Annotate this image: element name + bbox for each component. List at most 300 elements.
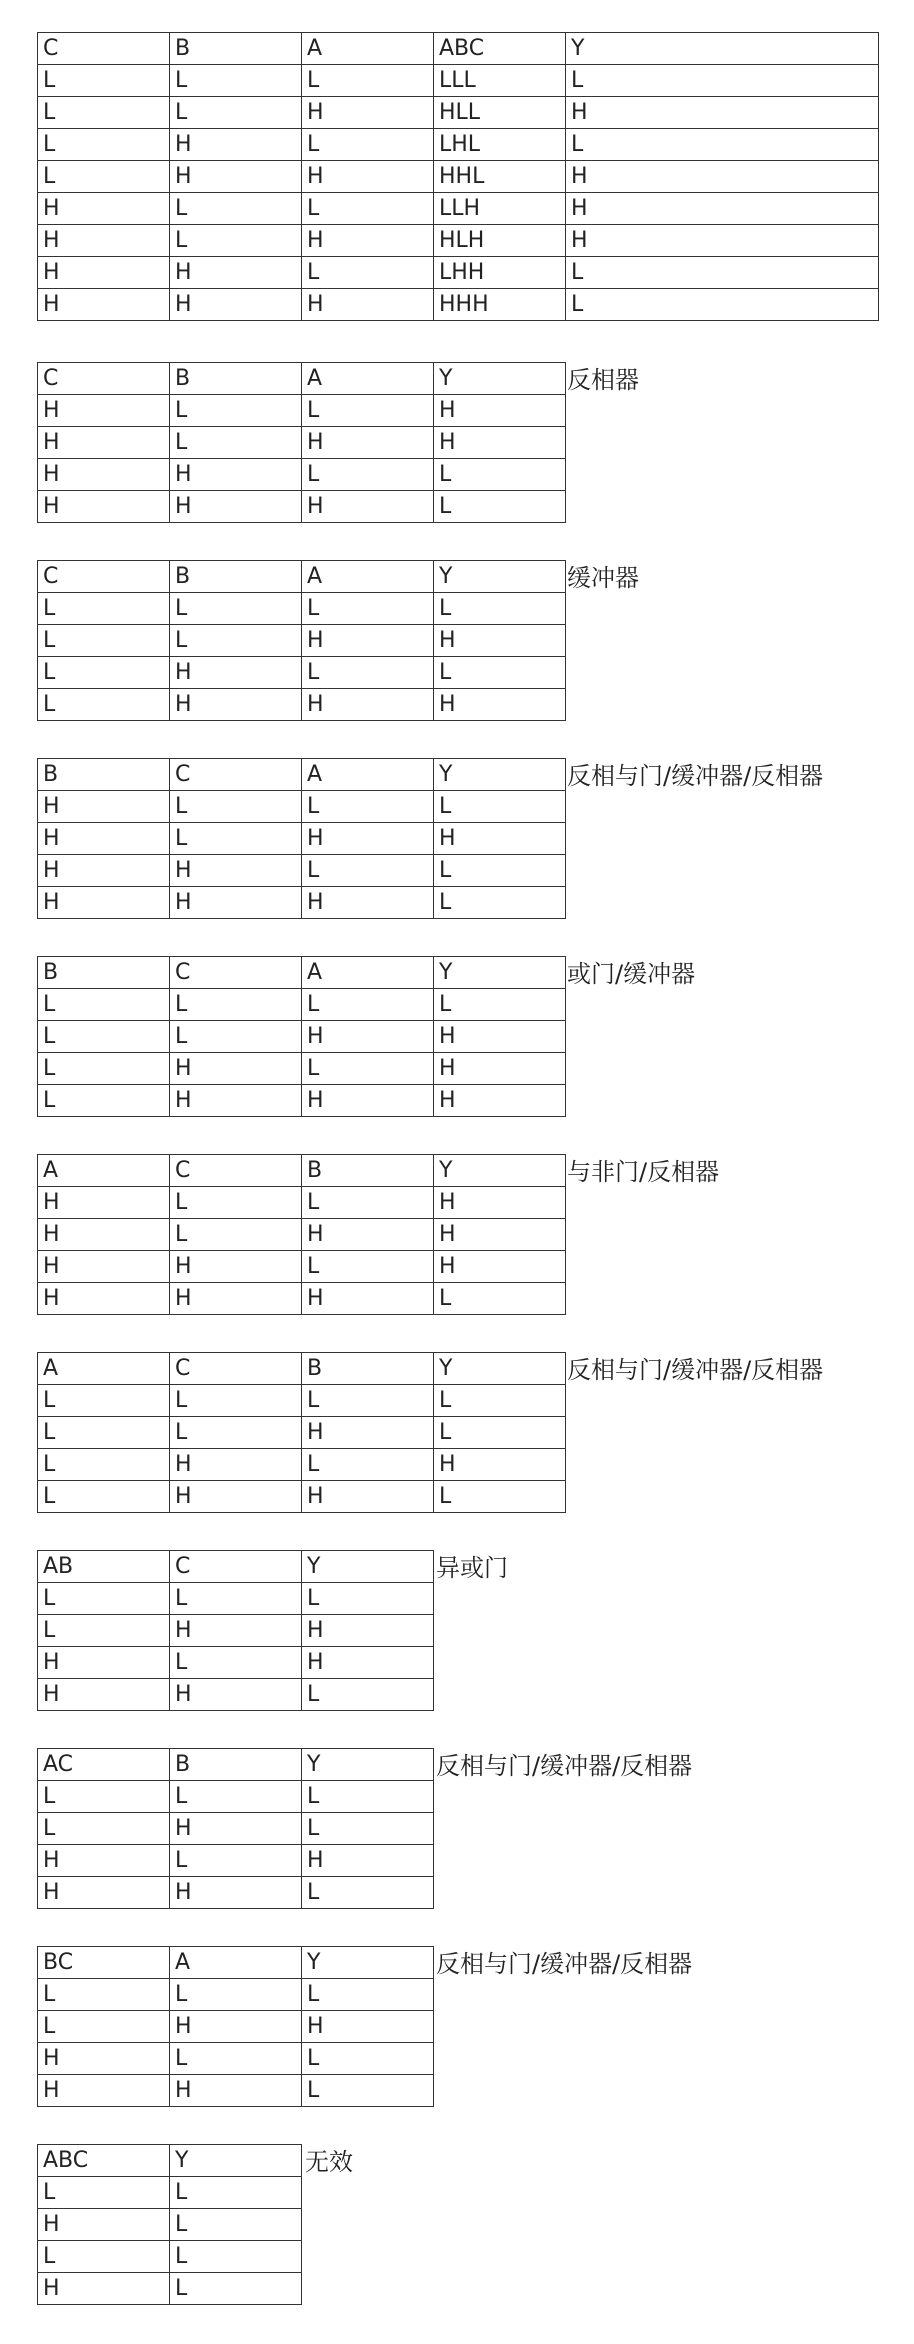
table-header-row (38, 957, 566, 989)
table-cell: L (302, 1251, 434, 1283)
table-cell: L (434, 855, 566, 887)
table-row (38, 2011, 434, 2043)
table-row (38, 1979, 434, 2011)
table-annotation: 反相与门/缓冲器/反相器 (436, 1950, 693, 1978)
table-cell: L (302, 193, 434, 225)
table-cell: L (38, 1385, 170, 1417)
header-cell: Y (434, 1155, 566, 1187)
table-cell: L (302, 855, 434, 887)
truth-table-4 (37, 956, 566, 1117)
table-row (38, 2273, 302, 2305)
table-cell: L (302, 1053, 434, 1085)
header-cell: C (170, 957, 302, 989)
table-row (38, 791, 566, 823)
table-cell: H (38, 1219, 170, 1251)
table-cell: L (170, 2043, 302, 2075)
table-annotation: 反相与门/缓冲器/反相器 (567, 762, 824, 790)
table-cell: H (38, 1283, 170, 1315)
table-cell: H (302, 161, 434, 193)
table-cell: HHH (434, 289, 566, 321)
table-cell: HHL (434, 161, 566, 193)
table-header-row (38, 1353, 566, 1385)
table-grid (37, 560, 566, 721)
table-row (38, 65, 879, 97)
truth-table-10 (37, 2144, 302, 2305)
table-cell: H (38, 823, 170, 855)
table-cell: H (434, 427, 566, 459)
table-cell: L (38, 129, 170, 161)
table-row (38, 989, 566, 1021)
table-row (38, 2043, 434, 2075)
table-cell: L (170, 193, 302, 225)
table-cell: L (38, 1417, 170, 1449)
header-cell: B (170, 1749, 302, 1781)
table-cell: H (566, 225, 879, 257)
truth-table-8 (37, 1748, 434, 1909)
table-cell: HLH (434, 225, 566, 257)
table-cell: L (302, 1187, 434, 1219)
table-cell: L (302, 1781, 434, 1813)
header-cell: C (38, 561, 170, 593)
table-cell: H (302, 887, 434, 919)
table-cell: H (302, 689, 434, 721)
table-row (38, 1085, 566, 1117)
table-cell: L (38, 1583, 170, 1615)
header-cell: Y (434, 957, 566, 989)
table-row (38, 689, 566, 721)
table-header-row (38, 561, 566, 593)
header-cell: A (302, 957, 434, 989)
table-cell: L (434, 491, 566, 523)
truth-table-2 (37, 560, 566, 721)
table-cell: L (566, 289, 879, 321)
table-cell: L (302, 2043, 434, 2075)
table-cell: L (38, 161, 170, 193)
table-cell: L (38, 625, 170, 657)
table-row (38, 887, 566, 919)
table-header-row (38, 363, 566, 395)
table-cell: H (170, 161, 302, 193)
header-cell: Y (170, 2145, 302, 2177)
table-cell: L (434, 1283, 566, 1315)
table-cell: L (38, 1781, 170, 1813)
table-cell: H (170, 1085, 302, 1117)
table-cell: H (302, 1085, 434, 1117)
table-cell: H (38, 1679, 170, 1711)
header-cell: Y (302, 1749, 434, 1781)
header-cell: Y (434, 1353, 566, 1385)
table-cell: H (38, 855, 170, 887)
table-cell: H (434, 1021, 566, 1053)
table-cell: L (170, 427, 302, 459)
header-cell: A (38, 1353, 170, 1385)
table-cell: L (170, 791, 302, 823)
table-cell: H (302, 1021, 434, 1053)
table-cell: LLH (434, 193, 566, 225)
table-cell: H (170, 289, 302, 321)
table-cell: L (434, 657, 566, 689)
header-cell: C (170, 759, 302, 791)
header-cell: A (38, 1155, 170, 1187)
header-cell: A (170, 1947, 302, 1979)
table-cell: L (38, 65, 170, 97)
table-cell: L (38, 1053, 170, 1085)
header-cell: B (38, 759, 170, 791)
header-cell: C (170, 1353, 302, 1385)
table-cell: L (302, 1813, 434, 1845)
table-row (38, 1813, 434, 1845)
table-cell: H (170, 1877, 302, 1909)
table-row (38, 491, 566, 523)
table-cell: H (38, 2273, 170, 2305)
header-cell: AC (38, 1749, 170, 1781)
table-cell: H (170, 887, 302, 919)
table-cell: H (170, 257, 302, 289)
table-cell: L (38, 1979, 170, 2011)
header-cell: BC (38, 1947, 170, 1979)
table-row (38, 427, 566, 459)
table-cell: L (38, 989, 170, 1021)
table-grid (37, 2144, 302, 2305)
truth-table-5 (37, 1154, 566, 1315)
table-cell: H (170, 855, 302, 887)
table-header-row (38, 33, 879, 65)
header-cell: Y (434, 561, 566, 593)
table-cell: L (170, 2177, 302, 2209)
table-cell: H (566, 161, 879, 193)
header-cell: C (170, 1155, 302, 1187)
header-cell: C (38, 363, 170, 395)
table-cell: H (170, 1283, 302, 1315)
table-cell: L (302, 593, 434, 625)
header-cell: ABC (38, 2145, 170, 2177)
table-cell: H (302, 2011, 434, 2043)
table-cell: H (302, 225, 434, 257)
header-cell: AB (38, 1551, 170, 1583)
table-cell: H (302, 1219, 434, 1251)
table-row (38, 625, 566, 657)
table-row (38, 193, 879, 225)
table-cell: H (38, 1877, 170, 1909)
table-cell: H (302, 427, 434, 459)
table-cell: L (302, 1449, 434, 1481)
table-cell: H (170, 1813, 302, 1845)
table-cell: H (170, 1053, 302, 1085)
table-cell: L (302, 1385, 434, 1417)
header-cell: B (38, 957, 170, 989)
header-cell: B (302, 1353, 434, 1385)
table-row (38, 161, 879, 193)
table-row (38, 2075, 434, 2107)
table-cell: H (38, 257, 170, 289)
table-row (38, 225, 879, 257)
table-cell: L (434, 791, 566, 823)
table-cell: L (38, 1615, 170, 1647)
table-cell: L (170, 2209, 302, 2241)
table-cell: L (434, 887, 566, 919)
table-cell: L (170, 625, 302, 657)
table-grid (37, 956, 566, 1117)
table-cell: L (170, 2273, 302, 2305)
table-cell: H (434, 1187, 566, 1219)
table-cell: L (38, 97, 170, 129)
header-cell: Y (302, 1551, 434, 1583)
table-cell: LHL (434, 129, 566, 161)
table-row (38, 459, 566, 491)
table-cell: L (170, 1583, 302, 1615)
table-cell: L (302, 65, 434, 97)
table-annotation: 反相与门/缓冲器/反相器 (567, 1356, 824, 1384)
table-cell: L (434, 989, 566, 1021)
table-row (38, 257, 879, 289)
table-grid (37, 362, 566, 523)
table-cell: L (38, 593, 170, 625)
table-cell: L (170, 1021, 302, 1053)
table-row (38, 1053, 566, 1085)
table-cell: H (170, 689, 302, 721)
table-cell: H (170, 1679, 302, 1711)
table-cell: H (38, 1251, 170, 1283)
table-cell: H (566, 97, 879, 129)
table-row (38, 1417, 566, 1449)
header-cell: Y (434, 363, 566, 395)
table-annotation: 异或门 (436, 1554, 508, 1582)
table-row (38, 1679, 434, 1711)
table-cell: L (302, 791, 434, 823)
table-row (38, 1251, 566, 1283)
table-cell: H (170, 1251, 302, 1283)
table-cell: H (38, 491, 170, 523)
table-cell: L (38, 2241, 170, 2273)
table-cell: L (38, 1813, 170, 1845)
table-grid (37, 1352, 566, 1513)
table-cell: H (566, 193, 879, 225)
table-cell: L (170, 395, 302, 427)
table-cell: L (170, 1647, 302, 1679)
table-cell: H (434, 823, 566, 855)
table-row (38, 1647, 434, 1679)
table-cell: H (434, 395, 566, 427)
table-cell: L (434, 459, 566, 491)
table-cell: H (170, 491, 302, 523)
truth-table-1 (37, 362, 566, 523)
header-cell: A (302, 363, 434, 395)
table-cell: H (38, 225, 170, 257)
table-row (38, 823, 566, 855)
table-cell: H (434, 1449, 566, 1481)
table-cell: H (170, 1615, 302, 1647)
table-cell: L (170, 225, 302, 257)
table-cell: H (38, 459, 170, 491)
table-cell: L (302, 2075, 434, 2107)
truth-table-9 (37, 1946, 434, 2107)
table-cell: L (38, 1449, 170, 1481)
table-cell: L (170, 1845, 302, 1877)
table-cell: L (302, 1877, 434, 1909)
table-grid (37, 758, 566, 919)
table-header-row (38, 1155, 566, 1187)
table-cell: L (302, 459, 434, 491)
table-cell: H (38, 193, 170, 225)
header-cell: A (302, 561, 434, 593)
table-cell: L (302, 129, 434, 161)
table-row (38, 1283, 566, 1315)
table-grid (37, 32, 879, 321)
table-cell: L (170, 1385, 302, 1417)
table-cell: L (302, 395, 434, 427)
table-cell: L (302, 257, 434, 289)
table-cell: H (170, 2075, 302, 2107)
table-cell: L (302, 1583, 434, 1615)
table-header-row (38, 1551, 434, 1583)
table-cell: H (434, 625, 566, 657)
table-annotation: 与非门/反相器 (567, 1158, 720, 1186)
table-cell: L (170, 65, 302, 97)
table-cell: L (170, 1781, 302, 1813)
table-grid (37, 1154, 566, 1315)
table-row (38, 1781, 434, 1813)
table-cell: H (302, 1417, 434, 1449)
table-cell: H (302, 1481, 434, 1513)
table-header-row (38, 1749, 434, 1781)
table-cell: H (38, 427, 170, 459)
table-cell: L (302, 1979, 434, 2011)
table-cell: H (434, 1085, 566, 1117)
table-cell: H (38, 1647, 170, 1679)
table-cell: LHH (434, 257, 566, 289)
table-row (38, 593, 566, 625)
table-cell: HLL (434, 97, 566, 129)
table-cell: H (434, 1053, 566, 1085)
table-cell: L (434, 1385, 566, 1417)
table-row (38, 1615, 434, 1647)
header-cell: Y (434, 759, 566, 791)
table-cell: H (38, 2043, 170, 2075)
table-row (38, 1583, 434, 1615)
header-cell: ABC (434, 33, 566, 65)
truth-table-main (37, 32, 879, 321)
header-cell: B (170, 561, 302, 593)
table-cell: L (38, 1085, 170, 1117)
table-row (38, 2177, 302, 2209)
header-cell: B (170, 33, 302, 65)
table-annotation: 反相与门/缓冲器/反相器 (436, 1752, 693, 1780)
header-cell: B (302, 1155, 434, 1187)
table-cell: H (302, 1647, 434, 1679)
table-row (38, 1385, 566, 1417)
table-cell: L (38, 689, 170, 721)
table-row (38, 657, 566, 689)
table-row (38, 2241, 302, 2273)
table-grid (37, 1550, 434, 1711)
table-cell: H (170, 129, 302, 161)
table-cell: L (170, 1187, 302, 1219)
table-cell: H (38, 1187, 170, 1219)
table-cell: H (38, 791, 170, 823)
header-cell: A (302, 33, 434, 65)
table-cell: L (302, 1679, 434, 1711)
table-cell: H (170, 1481, 302, 1513)
table-row (38, 1845, 434, 1877)
table-row (38, 1877, 434, 1909)
table-cell: L (434, 1481, 566, 1513)
table-annotation: 反相器 (567, 366, 639, 394)
table-cell: H (38, 2209, 170, 2241)
table-cell: L (38, 2177, 170, 2209)
table-cell: LLL (434, 65, 566, 97)
table-cell: L (434, 1417, 566, 1449)
header-cell: Y (302, 1947, 434, 1979)
table-row (38, 1187, 566, 1219)
table-cell: H (38, 1845, 170, 1877)
table-cell: L (38, 1481, 170, 1513)
table-cell: H (38, 289, 170, 321)
table-cell: H (434, 689, 566, 721)
table-cell: H (302, 1845, 434, 1877)
table-cell: H (170, 657, 302, 689)
table-row (38, 855, 566, 887)
table-cell: L (170, 1219, 302, 1251)
table-row (38, 1219, 566, 1251)
table-grid (37, 1748, 434, 1909)
header-cell: Y (566, 33, 879, 65)
table-row (38, 2209, 302, 2241)
table-cell: H (434, 1251, 566, 1283)
truth-table-6 (37, 1352, 566, 1513)
table-row (38, 395, 566, 427)
table-row (38, 1481, 566, 1513)
table-annotation: 无效 (305, 2148, 353, 2176)
header-cell: C (170, 1551, 302, 1583)
table-row (38, 289, 879, 321)
table-cell: L (170, 823, 302, 855)
table-cell: H (434, 1219, 566, 1251)
table-cell: L (38, 657, 170, 689)
table-cell: H (302, 289, 434, 321)
header-cell: B (170, 363, 302, 395)
table-cell: H (38, 2075, 170, 2107)
table-cell: H (302, 823, 434, 855)
table-cell: H (302, 1615, 434, 1647)
table-cell: H (170, 459, 302, 491)
table-cell: H (38, 395, 170, 427)
table-row (38, 1449, 566, 1481)
table-cell: L (434, 593, 566, 625)
table-cell: L (170, 2241, 302, 2273)
table-cell: L (566, 129, 879, 161)
table-annotation: 或门/缓冲器 (567, 960, 696, 988)
table-cell: L (302, 657, 434, 689)
table-cell: L (566, 257, 879, 289)
table-header-row (38, 2145, 302, 2177)
truth-table-3 (37, 758, 566, 919)
truth-table-7 (37, 1550, 434, 1711)
table-annotation: 缓冲器 (567, 564, 639, 592)
table-cell: H (302, 97, 434, 129)
table-row (38, 1021, 566, 1053)
table-cell: L (170, 593, 302, 625)
table-row (38, 129, 879, 161)
table-header-row (38, 759, 566, 791)
table-header-row (38, 1947, 434, 1979)
table-cell: H (302, 625, 434, 657)
table-cell: L (302, 989, 434, 1021)
table-cell: L (566, 65, 879, 97)
header-cell: A (302, 759, 434, 791)
table-cell: L (170, 97, 302, 129)
table-cell: H (38, 887, 170, 919)
table-cell: L (38, 2011, 170, 2043)
